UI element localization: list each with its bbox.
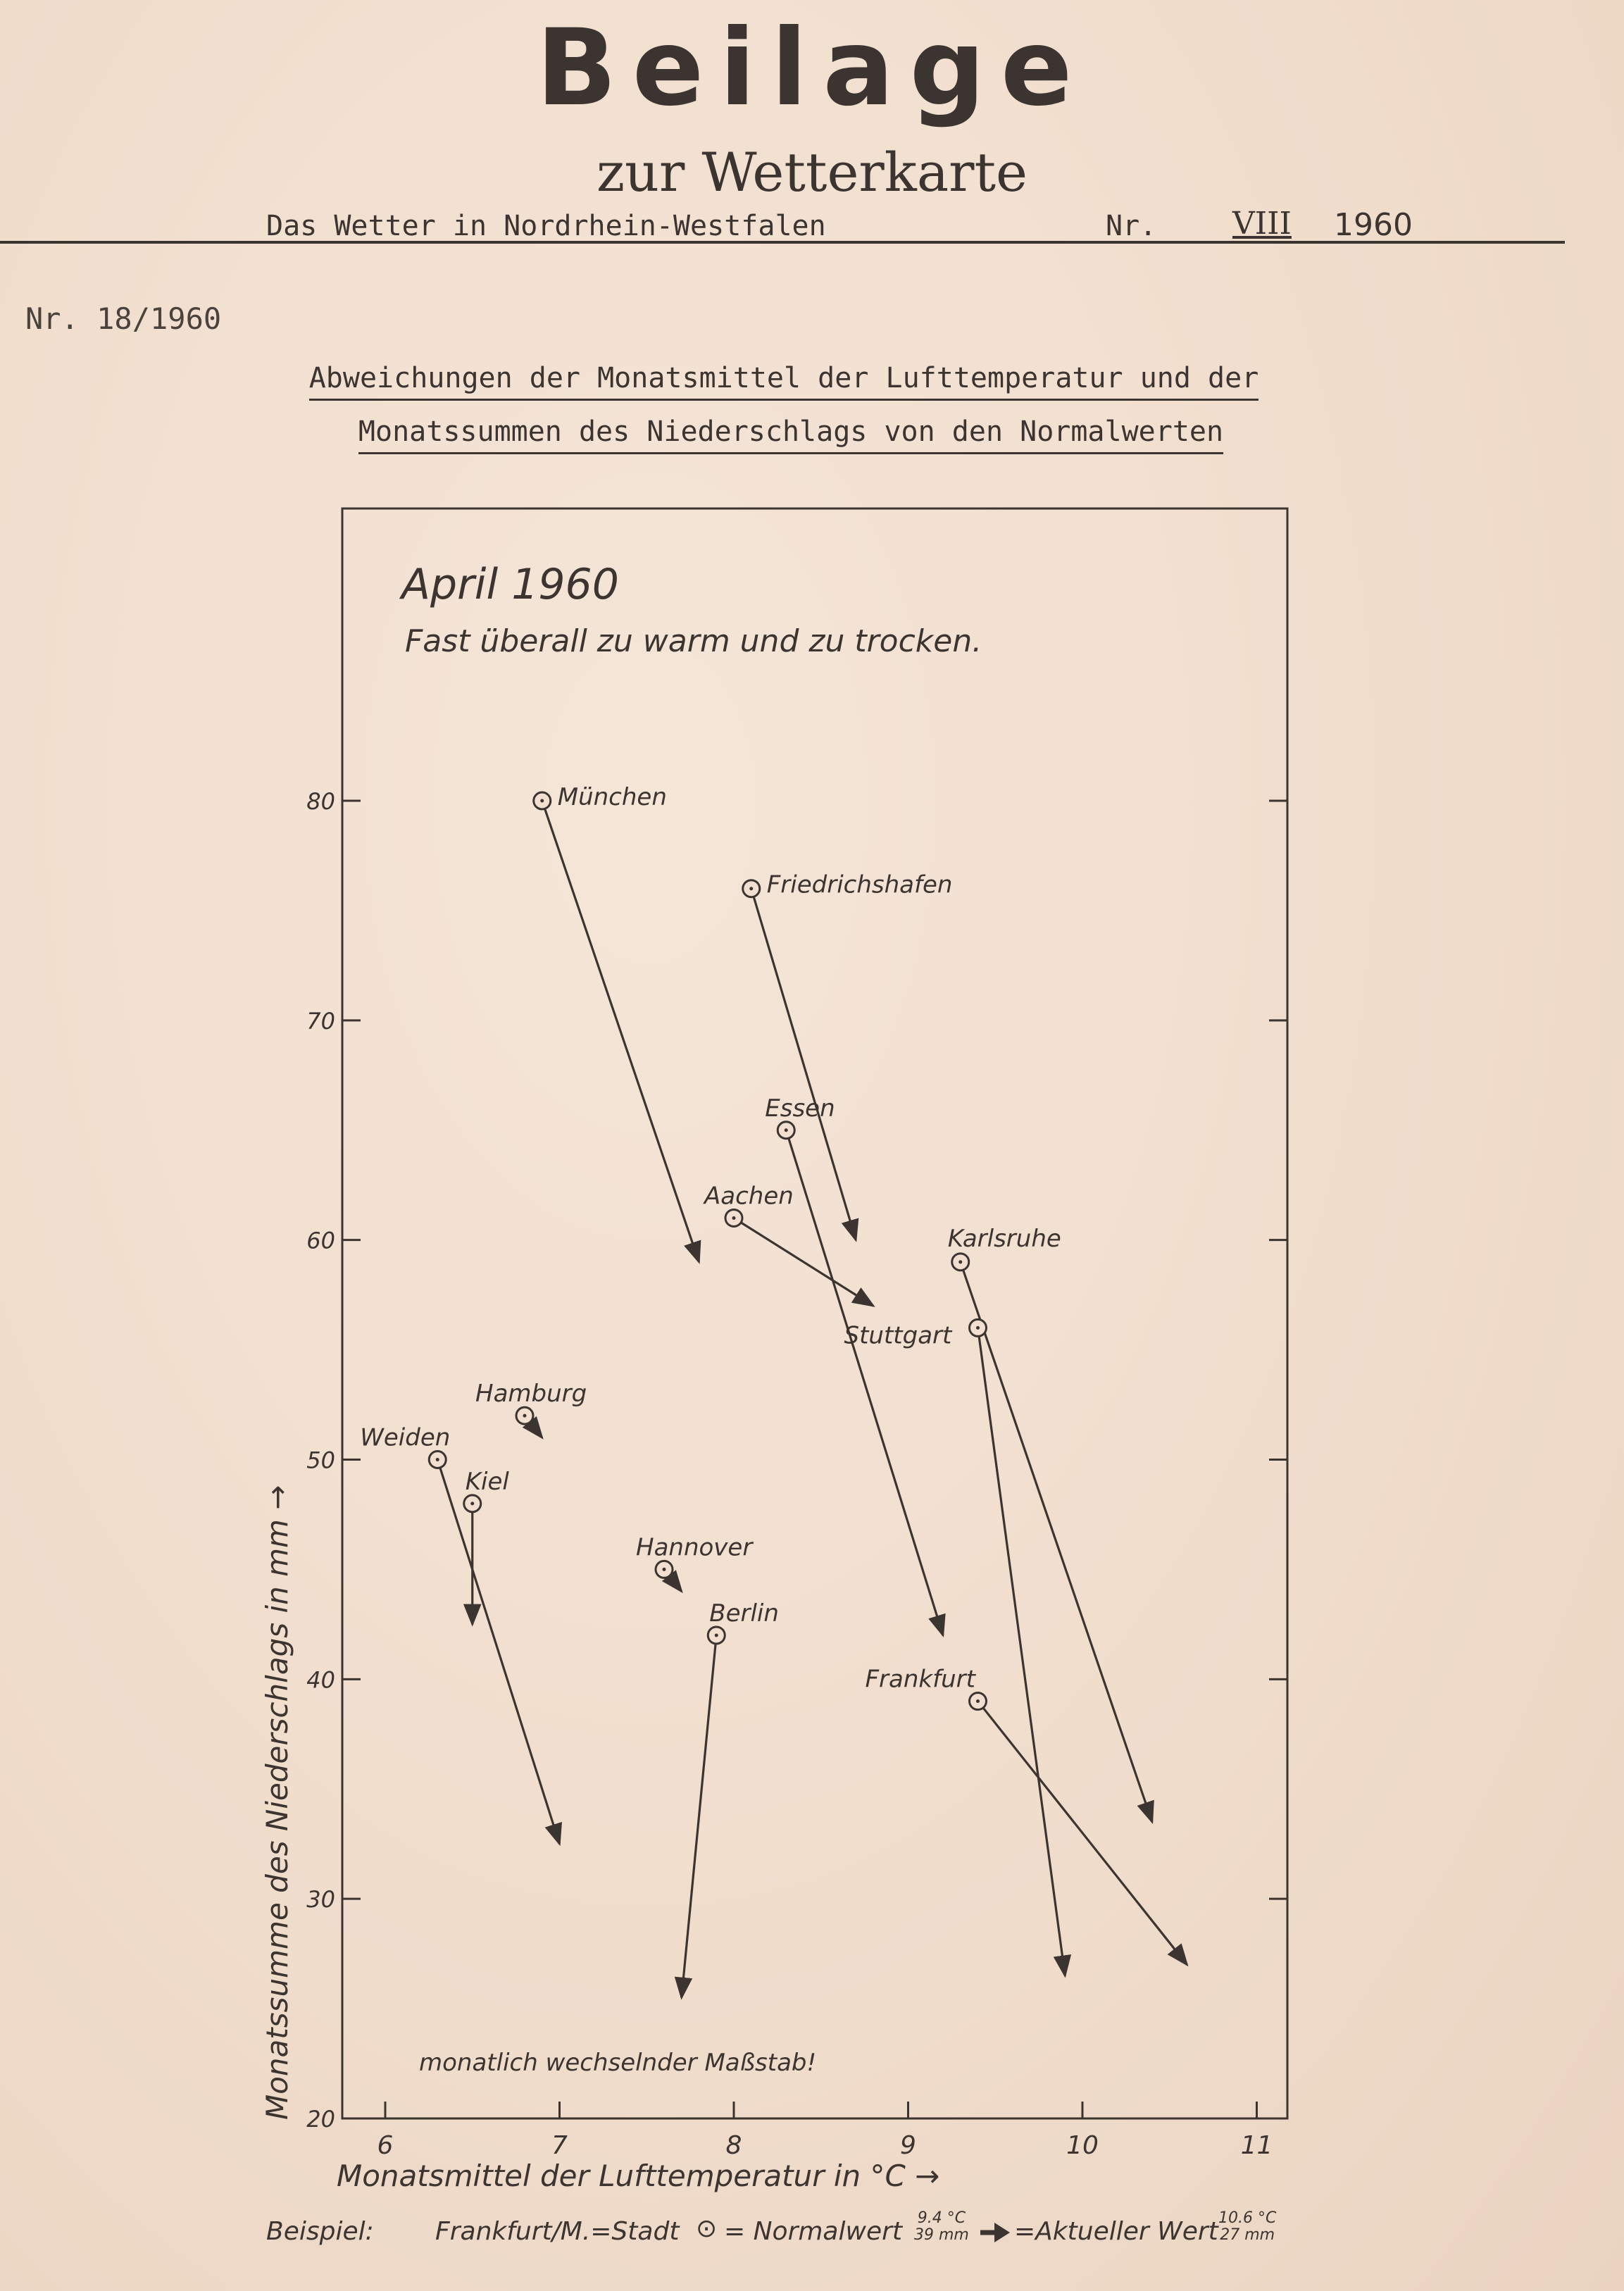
chart-title: April 1960 [401,560,619,609]
legend-label: Beispiel: [266,2217,374,2246]
station-arrow [978,1328,1066,1975]
normal-point-center [436,1458,439,1461]
normal-point-center [958,1260,962,1263]
x-tick-label: 10 [1066,2131,1099,2160]
legend-actual-values [1218,2210,1276,2244]
legend-normal-temp: 9.4 °C [917,2209,966,2227]
station-label: Kiel [465,1467,509,1496]
station-arrow [682,1635,717,1998]
legend-normal-label: = Normalwert [724,2217,903,2246]
normal-point-center [470,1502,474,1505]
legend-normal-precip: 39 mm [914,2226,969,2244]
normal-point-center [749,887,753,890]
legend-actual-precip: 27 mm [1220,2226,1275,2244]
station-arrow [786,1130,943,1635]
page-title: Beilage [536,7,1088,130]
station-arrow [978,1702,1187,1965]
x-tick-label: 9 [900,2131,916,2160]
station-label: Berlin [709,1599,779,1628]
y-tick-label: 30 [306,1886,335,1914]
y-tick-label: 80 [306,788,335,815]
station-label: Essen [765,1094,835,1123]
plot-frame [342,508,1287,2118]
station-arrow [437,1460,559,1844]
issue-label: Nr. [1106,210,1157,242]
normal-point-icon: ⊙ [696,2214,718,2243]
legend [266,2210,1323,2252]
station-arrow [542,801,699,1262]
x-tick-label: 11 [1240,2131,1273,2160]
normal-point-center [732,1216,736,1220]
y-tick-label: 40 [306,1666,335,1694]
report-number: Nr. 18/1960 [25,301,222,336]
legend-normal-values [914,2210,969,2244]
normal-point-center [976,1326,980,1330]
x-tick-label: 7 [551,2131,568,2160]
y-tick-label: 50 [306,1447,335,1474]
legend-actual-temp: 10.6 °C [1218,2209,1277,2227]
normal-point-center [523,1414,527,1418]
y-tick-label: 20 [306,2106,335,2133]
y-tick-label: 70 [306,1007,335,1035]
normal-point-center [976,1699,980,1703]
station-label: Karlsruhe [947,1224,1061,1253]
station-normal-points [429,792,986,1710]
station-label: Frankfurt [865,1665,975,1694]
scale-note: monatlich wechselnder Maßstab! [419,2049,817,2077]
chart-subtitle: Fast überall zu warm und zu trocken. [405,623,982,659]
station-label: Stuttgart [844,1321,952,1350]
station-label: Aachen [704,1182,794,1211]
station-label: München [557,783,667,811]
y-axis-ticks [306,788,1287,2133]
x-tick-label: 8 [725,2131,742,2160]
station-label: Hamburg [475,1380,587,1409]
x-tick-label: 6 [377,2131,394,2160]
heading-line-1-text: Abweichungen der Monatsmittel der Lufttemperatur und der [309,362,1259,401]
x-axis-label: Monatsmittel der Lufttemperatur in °C → [337,2159,940,2193]
station-label: Hannover [636,1533,753,1562]
region-label: Das Wetter in Nordrhein-Westfalen [266,210,826,242]
issue-roman-number: VIII [1232,206,1292,242]
normal-point-center [663,1568,666,1571]
normal-point-center [715,1633,718,1637]
normal-point-center [540,799,544,803]
station-label: Weiden [360,1423,451,1452]
legend-station: Frankfurt/M.=Stadt [435,2217,680,2246]
station-label: Friedrichshafen [766,870,953,899]
issue-year: 1960 [1334,207,1413,243]
y-tick-label: 60 [306,1227,335,1254]
station-labels [360,783,1061,1694]
normal-point-center [785,1128,788,1132]
y-axis-label: Monatssumme des Niederschlags in mm → [260,1485,294,2120]
actual-arrow-icon [979,2220,1011,2245]
heading-line-2-text: Monatssummen des Niederschlags von den Normalwerten [358,416,1223,454]
x-axis-ticks [377,2102,1273,2160]
page-subtitle: zur Wetterkarte [596,141,1028,204]
station-arrow [961,1262,1152,1822]
legend-actual-label: =Aktueller Wert [1014,2217,1218,2246]
